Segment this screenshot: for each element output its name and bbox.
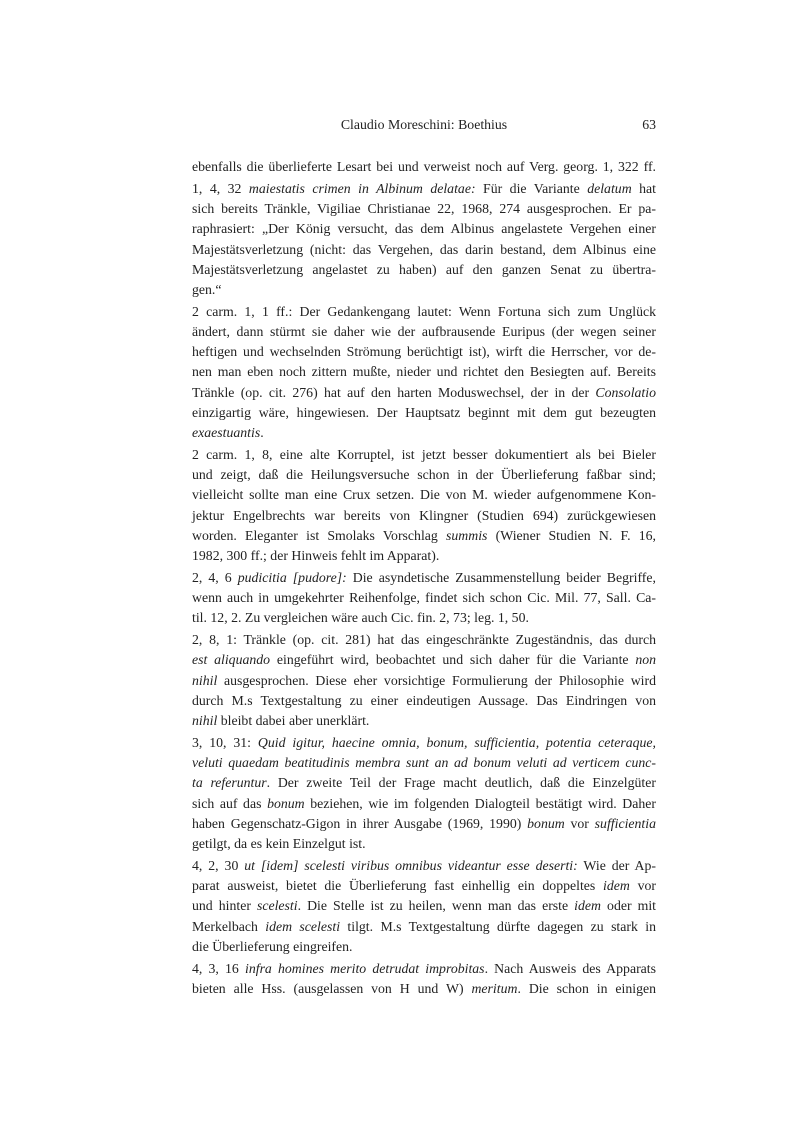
text-segment: haben Gegenschatz-Gigon in ihrer Ausgabe (1969, 1990) bbox=[192, 815, 528, 831]
italic-text: non bbox=[635, 652, 657, 668]
paragraph bbox=[192, 733, 656, 854]
text-line bbox=[192, 342, 656, 362]
text-segment: worden. Eleganter ist Smolaks Vorschlag bbox=[192, 527, 447, 543]
text-segment: parat ausweist, bietet die Überlieferung fast einhellig ein doppeltes bbox=[192, 878, 604, 894]
text-line bbox=[192, 711, 656, 731]
text-segment: raphrasiert: „Der König versucht, das dem Albinus angelastete Vergehen einer bbox=[192, 221, 656, 237]
text-segment: 3, 10, 31: bbox=[192, 735, 258, 751]
paragraph bbox=[192, 157, 656, 177]
text-segment: die Überlieferung eingreifen. bbox=[192, 938, 353, 954]
running-header bbox=[192, 117, 656, 137]
text-segment: 2 carm. 1, 1 ff.: Der Gedankengang lautet: Wenn Fortuna sich zum Unglück bbox=[192, 303, 656, 319]
text-segment: vor bbox=[564, 815, 595, 831]
text-segment: (Wiener Studien N. F. 16, bbox=[487, 527, 657, 543]
text-segment: bleibt dabei aber unerklärt. bbox=[217, 713, 370, 729]
text-line bbox=[192, 650, 656, 670]
text-line bbox=[192, 568, 656, 588]
text-segment: 1982, 300 ff.; der Hinweis fehlt im Apparat). bbox=[192, 547, 440, 563]
text-segment: 4, 3, 16 bbox=[192, 960, 245, 976]
text-segment: Majestätsverletzung (nicht: das Vergehen, das darin bestand, dem Albinus eine bbox=[192, 241, 656, 257]
text-segment: . Die schon in einigen bbox=[517, 980, 656, 996]
text-segment: Majestätsverletzung angelastet zu haben) auf den ganzen Senat zu übertra- bbox=[192, 261, 656, 277]
text-line bbox=[192, 240, 656, 260]
text-segment: und zeigt, daß die Heilungsversuche schon in der Überlieferung faßbar sind; bbox=[192, 467, 656, 483]
text-segment: getilgt, da es kein Einzelgut ist. bbox=[192, 835, 366, 851]
text-segment: wenn auch in umgekehrter Reihenfolge, findet sich schon Cic. Mil. 77, Sall. Ca- bbox=[192, 590, 656, 606]
text-line bbox=[192, 199, 656, 219]
text-line bbox=[192, 814, 656, 834]
text-line bbox=[192, 403, 656, 423]
italic-text: idem scelesti bbox=[265, 918, 341, 934]
text-segment: und hinter bbox=[192, 898, 257, 914]
text-line bbox=[192, 588, 656, 608]
text-segment: nen man eben noch zittern mußte, nieder und richtet den Besiegten auf. Bereits bbox=[192, 364, 656, 380]
text-line bbox=[192, 608, 656, 628]
text-line bbox=[192, 526, 656, 546]
text-segment: . bbox=[260, 425, 264, 441]
text-line bbox=[192, 979, 656, 999]
running-title: Claudio Moreschini: Boethius bbox=[340, 117, 508, 132]
text-segment: 2, 4, 6 bbox=[192, 569, 238, 585]
text-segment: sich bereits Tränkle, Vigiliae Christianae 22, 1968, 274 ausgesprochen. Er pa- bbox=[192, 201, 656, 217]
text-segment: eingeführt wird, beobachtet und sich daher für die Variante bbox=[270, 652, 636, 668]
text-line bbox=[192, 959, 656, 979]
text-line bbox=[192, 856, 656, 876]
text-line bbox=[192, 896, 656, 916]
text-line bbox=[192, 506, 656, 526]
text-line bbox=[192, 917, 656, 937]
text-line bbox=[192, 179, 656, 199]
text-segment: 1, 4, 32 bbox=[192, 180, 249, 196]
text-line bbox=[192, 546, 656, 566]
text-segment: vielleicht sollte man eine Crux setzen. Die von M. wieder aufgenommene Kon- bbox=[192, 487, 656, 503]
text-segment: . Der zweite Teil der Frage macht deutlich, daß die Einzelgüter bbox=[266, 775, 656, 791]
italic-text: sufficientia bbox=[594, 815, 656, 831]
text-segment: gen.“ bbox=[192, 281, 222, 297]
italic-text: delatum bbox=[587, 180, 632, 196]
text-line bbox=[192, 733, 656, 753]
text-line bbox=[192, 773, 656, 793]
text-segment: . Nach Ausweis des Apparats bbox=[484, 960, 656, 976]
text-line bbox=[192, 280, 656, 300]
text-line bbox=[192, 794, 656, 814]
text-segment: til. 12, 2. Zu vergleichen wäre auch Cic. fin. 2, 73; leg. 1, 50. bbox=[192, 610, 529, 626]
text-line bbox=[192, 219, 656, 239]
text-segment: Tränkle (op. cit. 276) hat auf den harten Moduswechsel, der in der bbox=[192, 384, 596, 400]
text-line bbox=[192, 691, 656, 711]
text-line bbox=[192, 302, 656, 322]
text-segment: tilgt. M.s Textgestaltung dürfte dagegen zu stark in bbox=[340, 918, 656, 934]
text-segment: durch M.s Textgestaltung zu einer eindeutigen Aussage. Das Eindringen von bbox=[192, 692, 656, 708]
text-line bbox=[192, 671, 656, 691]
text-line bbox=[192, 362, 656, 382]
paragraph bbox=[192, 179, 656, 300]
text-segment: einzigartig wäre, hingewiesen. Der Hauptsatz beginnt mit dem gut bezeugten bbox=[192, 404, 656, 420]
italic-text: bonum bbox=[527, 815, 565, 831]
italic-text: est aliquando bbox=[192, 652, 271, 668]
text-segment: Die asyndetische Zusammenstellung beider Begriffe, bbox=[346, 569, 656, 585]
text-segment: 2, 8, 1: Tränkle (op. cit. 281) hat das eingeschränkte Zugeständnis, das durch bbox=[192, 632, 656, 648]
text-line bbox=[192, 753, 656, 773]
text-segment: heftigen und wechselnden Strömung berüchtigt ist), wirft die Herrscher, vor de- bbox=[192, 344, 656, 360]
text-segment: hat bbox=[631, 180, 656, 196]
paragraph bbox=[192, 568, 656, 629]
text-segment: 2 carm. 1, 8, eine alte Korruptel, ist jetzt besser dokumentiert als bei Bieler bbox=[192, 447, 656, 463]
text-segment: ausgesprochen. Diese eher vorsichtige Formulierung der Philosophie wird bbox=[217, 672, 656, 688]
paragraph bbox=[192, 959, 656, 999]
italic-text: Consolatio bbox=[595, 384, 656, 400]
text-line bbox=[192, 630, 656, 650]
text-line bbox=[192, 157, 656, 177]
text-line bbox=[192, 383, 656, 403]
paragraph bbox=[192, 302, 656, 443]
italic-text: exaestuantis bbox=[192, 425, 261, 441]
text-segment: bieten alle Hss. (ausgelassen von H und W) bbox=[192, 980, 472, 996]
italic-text: summis bbox=[446, 527, 488, 543]
page-body bbox=[192, 157, 656, 1001]
text-segment: Wie der Ap- bbox=[577, 857, 656, 873]
text-line bbox=[192, 876, 656, 896]
text-segment: ebenfalls die überlieferte Lesart bei und verweist noch auf Verg. georg. 1, 322 ff. bbox=[192, 159, 656, 174]
paragraph bbox=[192, 856, 656, 957]
italic-text: nihil bbox=[192, 713, 218, 729]
text-segment: oder mit bbox=[601, 898, 657, 914]
italic-text: Quid igitur, haecine omnia, bonum, sufficientia, potentia ceteraque, bbox=[257, 735, 656, 751]
text-segment: . Die Stelle ist zu heilen, wenn man das erste bbox=[297, 898, 575, 914]
italic-text: nihil bbox=[192, 672, 218, 688]
italic-text: scelesti bbox=[256, 898, 298, 914]
text-line bbox=[192, 937, 656, 957]
italic-text: veluti quaedam beatitudinis membra sunt an ad bonum veluti ad verticem cunc- bbox=[192, 755, 656, 771]
italic-text: infra homines merito detrudat improbitas bbox=[245, 960, 485, 976]
text-segment: Für die Variante bbox=[475, 180, 588, 196]
text-segment: Merkelbach bbox=[192, 918, 266, 934]
italic-text: maiestatis crimen in Albinum delatae: bbox=[248, 180, 476, 196]
italic-text: ta referuntur bbox=[192, 775, 267, 791]
italic-text: bonum bbox=[267, 795, 305, 811]
italic-text: idem bbox=[574, 898, 601, 914]
text-line bbox=[192, 485, 656, 505]
text-segment: vor bbox=[629, 878, 657, 894]
text-segment: 4, 2, 30 bbox=[192, 857, 245, 873]
text-line bbox=[192, 260, 656, 280]
page-number: 63 bbox=[642, 117, 656, 132]
italic-text: pudicitia [pudore]: bbox=[237, 569, 347, 585]
text-segment: ändert, dann stürmt sie daher wie der aufbrausende Euripus (der wegen seiner bbox=[192, 324, 656, 340]
text-line bbox=[192, 322, 656, 342]
italic-text: ut [idem] scelesti viribus omnibus videantur esse deserti: bbox=[244, 857, 578, 873]
italic-text: idem bbox=[603, 878, 630, 894]
italic-text: meritum bbox=[471, 980, 518, 996]
text-segment: jektur Engelbrechts war bereits von Klingner (Studien 694) zurückgewiesen bbox=[192, 507, 656, 523]
text-segment: sich auf das bbox=[192, 795, 268, 811]
paragraph bbox=[192, 445, 656, 566]
text-line bbox=[192, 465, 656, 485]
paragraph bbox=[192, 630, 656, 731]
text-line bbox=[192, 423, 656, 443]
text-segment: beziehen, wie im folgenden Dialogteil bestätigt wird. Daher bbox=[304, 795, 656, 811]
text-line bbox=[192, 445, 656, 465]
text-line bbox=[192, 834, 656, 854]
